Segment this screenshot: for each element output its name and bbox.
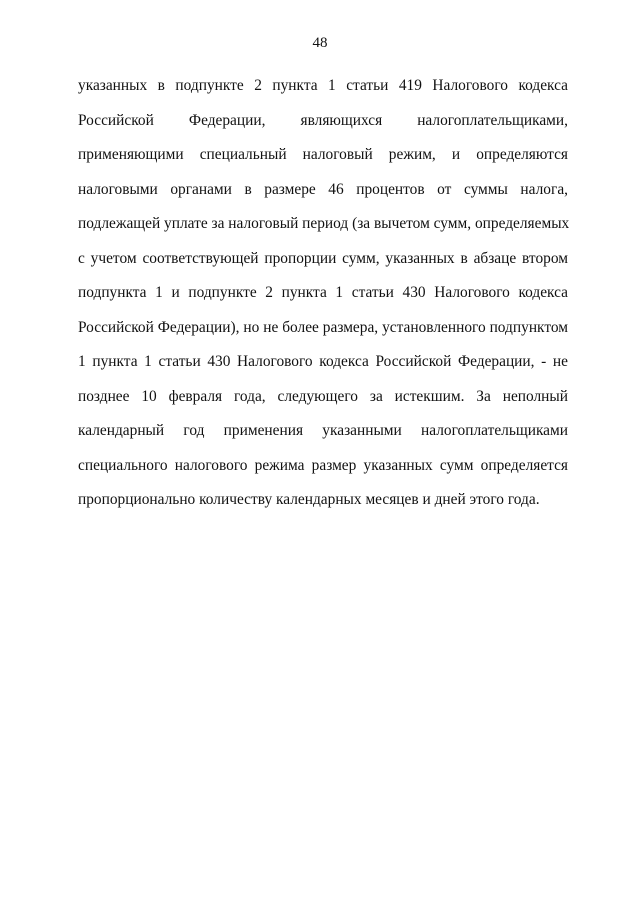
- body-paragraph: [78, 69, 568, 518]
- paragraph-line: указанных в подпункте 2 пункта 1 статьи 419 Налогового кодекса: [78, 77, 568, 94]
- paragraph-line: налоговыми органами в размере 46 процентов от суммы налога,: [78, 180, 568, 198]
- paragraph-line: позднее 10 февраля года, следующего за истекшим. За неполный: [78, 387, 568, 405]
- page-number: 48: [312, 35, 328, 51]
- paragraph-line: 1 пункта 1 статьи 430 Налогового кодекса Российской Федерации, - не: [78, 353, 568, 370]
- paragraph-line: подпункта 1 и подпункте 2 пункта 1 статьи 430 Налогового кодекса: [78, 284, 568, 301]
- paragraph-line: календарный год применения указанными налогоплательщиками: [78, 422, 568, 439]
- paragraph-line: применяющими специальный налоговый режим, и определяются: [78, 146, 568, 163]
- paragraph-line: с учетом соответствующей пропорции сумм, указанных в абзаце втором: [78, 249, 568, 267]
- paragraph-line: пропорционально количеству календарных месяцев и дней этого года.: [78, 491, 540, 508]
- paragraph-line: специального налогового режима размер указанных сумм определяется: [78, 456, 568, 474]
- paragraph-line: Российской Федерации, являющихся налогоплательщиками,: [78, 111, 568, 129]
- paragraph-line: Российской Федерации), но не более размера, установленного подпунктом: [78, 318, 568, 336]
- paragraph-line: подлежащей уплате за налоговый период (за вычетом сумм, определяемых: [78, 215, 570, 232]
